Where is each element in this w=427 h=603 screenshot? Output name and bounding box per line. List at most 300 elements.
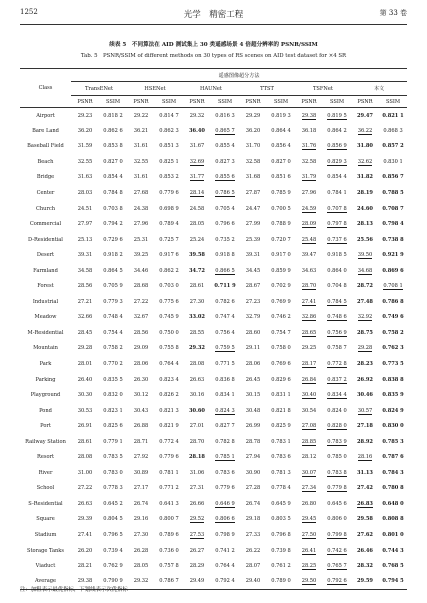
value-cell	[239, 481, 267, 497]
value-text: 0.744 3	[382, 547, 404, 554]
value-cell	[183, 294, 211, 310]
value-text: 29.32	[133, 578, 149, 585]
value-text: 0.856 4	[271, 143, 291, 150]
value-cell	[211, 418, 239, 434]
value-text: 0.779 6	[159, 190, 179, 196]
value-cell	[99, 481, 127, 497]
value-cell	[323, 496, 351, 512]
value-cell	[211, 403, 239, 419]
value-text: 34.58	[77, 267, 93, 274]
value-text: 0.835 9	[382, 392, 404, 399]
value-cell	[239, 418, 267, 434]
value-cell	[183, 108, 211, 124]
value-text: 0.857 2	[382, 143, 404, 150]
running-header	[20, 8, 407, 22]
value-cell	[379, 387, 407, 403]
value-cell	[71, 450, 99, 466]
value-text: 0.769 6	[271, 361, 291, 368]
value-text: 0.708 1	[383, 283, 403, 290]
value-text: 0.798 4	[382, 221, 404, 228]
value-text: 0.736 0	[159, 547, 179, 554]
value-text: 0.785 3	[382, 438, 404, 445]
value-cell	[99, 232, 127, 248]
value-text: 28.71	[133, 438, 149, 445]
value-text: 26.45	[245, 376, 261, 383]
table-row	[20, 247, 407, 263]
value-cell	[295, 574, 323, 590]
value-cell	[379, 247, 407, 263]
value-cell	[323, 403, 351, 419]
value-text: 32.86	[301, 314, 317, 321]
value-cell	[211, 154, 239, 170]
scene-class-cell: Average	[20, 574, 71, 590]
value-text: 28.08	[77, 454, 93, 461]
value-cell	[99, 496, 127, 512]
value-text: 36.22	[357, 127, 373, 134]
metric-header: SSIM	[211, 96, 239, 108]
value-cell	[295, 108, 323, 124]
value-text: 0.746 2	[271, 314, 291, 321]
value-cell	[351, 294, 379, 310]
value-text: 28.09	[301, 221, 317, 228]
value-text: 0.792 6	[327, 578, 347, 585]
value-text: 0.775 6	[159, 298, 179, 305]
value-text: 0.780 8	[382, 485, 404, 492]
value-cell	[267, 403, 295, 419]
value-cell	[351, 123, 379, 139]
value-text: 0.698 9	[159, 205, 179, 212]
value-text: 30.54	[301, 407, 317, 414]
value-cell	[239, 387, 267, 403]
scene-class-cell: D-Residential	[28, 236, 63, 243]
value-cell	[99, 372, 127, 388]
value-cell	[71, 481, 99, 497]
value-text: 0.761 2	[271, 563, 291, 570]
value-cell	[267, 247, 295, 263]
value-text: 27.30	[133, 532, 149, 539]
value-cell	[239, 558, 267, 574]
value-text: 0.819 5	[327, 112, 347, 119]
value-cell	[183, 123, 211, 139]
value-text: 24.60	[357, 205, 373, 212]
value-text: 0.806 6	[215, 516, 235, 523]
value-text: 0.765 7	[327, 563, 347, 570]
value-cell	[99, 263, 127, 279]
value-cell	[71, 527, 99, 543]
value-cell	[211, 279, 239, 295]
value-cell	[267, 496, 295, 512]
value-cell	[211, 201, 239, 217]
value-cell	[71, 170, 99, 186]
value-cell	[323, 216, 351, 232]
value-text: 0.806 0	[327, 516, 347, 523]
value-text: 29.38	[301, 112, 317, 119]
value-cell	[211, 558, 239, 574]
value-cell	[379, 450, 407, 466]
value-cell	[351, 201, 379, 217]
metric-header: SSIM	[323, 96, 351, 108]
value-text: 0.803 5	[271, 516, 291, 523]
value-text: 29.16	[133, 516, 149, 523]
value-text: 0.862 3	[159, 127, 179, 134]
value-text: 0.869 6	[382, 267, 404, 274]
value-text: 0.783 0	[103, 469, 123, 476]
table-row	[20, 558, 407, 574]
method-header: HAUNet	[183, 82, 239, 96]
value-cell	[351, 341, 379, 357]
value-text: 31.13	[357, 469, 373, 476]
table-row	[20, 465, 407, 481]
value-text: 0.918 8	[215, 252, 235, 259]
value-cell	[127, 418, 155, 434]
value-text: 26.30	[133, 376, 149, 383]
value-text: 26.46	[357, 547, 373, 554]
value-cell	[127, 232, 155, 248]
value-text: 31.06	[189, 469, 205, 476]
value-cell	[183, 247, 211, 263]
value-cell	[323, 263, 351, 279]
value-cell	[295, 185, 323, 201]
value-cell	[295, 123, 323, 139]
value-text: 29.11	[245, 345, 261, 352]
value-text: 0.824 9	[382, 407, 404, 414]
value-cell	[323, 434, 351, 450]
value-cell	[155, 170, 183, 186]
value-text: 0.821 9	[159, 423, 179, 430]
value-text: 29.38	[77, 578, 93, 585]
value-cell	[267, 512, 295, 528]
value-cell	[99, 387, 127, 403]
value-cell	[295, 325, 323, 341]
value-text: 39.47	[301, 252, 317, 259]
value-text: 26.74	[133, 500, 149, 507]
value-text: 0.804 5	[103, 516, 123, 523]
value-text: 28.06	[133, 361, 149, 368]
value-cell	[239, 279, 267, 295]
value-cell	[351, 247, 379, 263]
table-row	[20, 325, 407, 341]
table-row	[20, 434, 407, 450]
value-text: 0.739 4	[103, 547, 123, 554]
value-text: 0.783 8	[327, 469, 347, 476]
value-cell	[295, 527, 323, 543]
value-text: 0.917 0	[271, 252, 291, 259]
value-text: 0.756 4	[215, 329, 235, 336]
value-text: 0.771 5	[215, 361, 235, 368]
value-cell	[267, 372, 295, 388]
value-text: 0.859 9	[271, 267, 291, 274]
value-cell	[183, 574, 211, 590]
value-cell	[71, 434, 99, 450]
value-cell	[267, 139, 295, 155]
table-row	[20, 216, 407, 232]
value-cell	[183, 543, 211, 559]
value-text: 27.94	[245, 454, 261, 461]
value-cell	[323, 387, 351, 403]
value-cell	[211, 123, 239, 139]
value-cell	[183, 387, 211, 403]
value-cell	[99, 139, 127, 155]
scene-class-cell: Beach	[37, 158, 54, 165]
value-text: 0.783 6	[215, 469, 235, 476]
value-cell	[351, 325, 379, 341]
table-row	[20, 481, 407, 497]
scene-class-cell: Farmland	[33, 267, 58, 274]
value-cell	[295, 434, 323, 450]
value-text: 26.80	[301, 500, 317, 507]
value-text: 26.66	[189, 500, 205, 507]
value-cell	[155, 123, 183, 139]
value-text: 28.06	[245, 361, 261, 368]
value-cell	[239, 356, 267, 372]
table-row	[20, 356, 407, 372]
value-text: 27.22	[77, 485, 93, 492]
value-text: 0.779 8	[327, 485, 347, 492]
value-text: 0.704 8	[327, 283, 347, 290]
table-row	[20, 527, 407, 543]
value-cell	[267, 325, 295, 341]
value-cell	[211, 341, 239, 357]
value-cell	[127, 543, 155, 559]
value-text: 31.82	[357, 174, 373, 181]
value-cell	[99, 185, 127, 201]
value-text: 0.789 4	[159, 221, 179, 228]
value-text: 0.851 3	[159, 143, 179, 150]
value-text: 0.764 4	[159, 361, 179, 368]
value-cell	[211, 372, 239, 388]
value-text: 0.778 3	[103, 485, 123, 492]
value-text: 0.864 2	[327, 127, 347, 134]
scene-class-cell: River	[38, 469, 53, 476]
header-rule	[20, 24, 407, 25]
value-text: 30.57	[357, 407, 373, 414]
table-row	[20, 403, 407, 419]
value-cell	[99, 108, 127, 124]
value-cell	[323, 418, 351, 434]
value-cell	[323, 185, 351, 201]
value-cell	[295, 247, 323, 263]
value-cell	[127, 558, 155, 574]
value-text: 25.48	[301, 236, 317, 243]
value-cell	[183, 512, 211, 528]
value-text: 0.783 6	[271, 454, 291, 461]
metric-header: PSNR	[295, 96, 323, 108]
value-text: 29.32	[189, 112, 205, 119]
value-cell	[267, 170, 295, 186]
value-cell	[155, 434, 183, 450]
value-text: 0.790 9	[103, 578, 123, 585]
value-text: 0.855 4	[215, 143, 235, 150]
table-row	[20, 387, 407, 403]
value-text: 0.707 8	[327, 205, 347, 212]
method-header: TransENet	[71, 82, 127, 96]
table-row	[20, 154, 407, 170]
value-cell	[351, 154, 379, 170]
value-cell	[323, 139, 351, 155]
value-text: 0.784 1	[327, 190, 347, 196]
value-cell	[211, 263, 239, 279]
value-cell	[239, 325, 267, 341]
value-cell	[323, 154, 351, 170]
value-text: 0.771 2	[159, 485, 179, 492]
value-cell	[183, 434, 211, 450]
value-text: 0.853 2	[159, 174, 179, 181]
value-text: 0.865 7	[215, 127, 235, 134]
value-cell	[155, 294, 183, 310]
value-text: 28.78	[245, 438, 261, 445]
value-text: 0.705 9	[103, 283, 123, 290]
value-text: 0.796 5	[103, 532, 123, 539]
value-text: 28.75	[357, 329, 373, 336]
value-text: 0.737 6	[327, 236, 347, 243]
value-text: 0.762 3	[382, 345, 404, 352]
value-cell	[99, 247, 127, 263]
value-text: 0.827 7	[215, 423, 235, 430]
value-cell	[211, 574, 239, 590]
value-text: 24.38	[133, 205, 149, 212]
scene-class-cell: Resort	[36, 454, 54, 461]
value-cell	[323, 574, 351, 590]
value-text: 24.47	[245, 205, 261, 212]
value-text: 28.21	[77, 563, 93, 570]
value-cell	[99, 310, 127, 326]
value-text: 39.31	[77, 252, 93, 259]
value-text: 27.17	[133, 485, 149, 492]
value-cell	[239, 232, 267, 248]
value-cell	[351, 574, 379, 590]
value-text: 32.58	[301, 158, 317, 165]
value-cell	[267, 387, 295, 403]
value-cell	[211, 108, 239, 124]
value-text: 30.15	[245, 392, 261, 399]
value-text: 28.70	[301, 283, 317, 290]
value-text: 30.43	[133, 407, 149, 414]
value-text: 0.711 9	[214, 283, 236, 290]
value-cell	[267, 279, 295, 295]
scene-class-cell: Park	[39, 361, 52, 368]
value-cell	[267, 418, 295, 434]
value-cell	[71, 216, 99, 232]
value-cell	[127, 356, 155, 372]
value-text: 0.825 1	[159, 158, 179, 165]
value-text: 27.18	[357, 423, 373, 430]
value-cell	[379, 154, 407, 170]
scene-class-cell: Bare Land	[32, 127, 59, 134]
value-cell	[267, 558, 295, 574]
scene-class-cell: Port	[40, 423, 51, 430]
value-text: 30.40	[301, 392, 317, 399]
value-text: 0.787 6	[382, 454, 404, 461]
value-cell	[351, 434, 379, 450]
value-text: 31.76	[301, 143, 317, 150]
value-cell	[99, 123, 127, 139]
value-cell	[71, 139, 99, 155]
scene-class-cell: Pond	[39, 407, 52, 414]
value-text: 0.821 1	[382, 112, 404, 119]
value-cell	[127, 263, 155, 279]
value-cell	[239, 341, 267, 357]
value-cell	[239, 108, 267, 124]
value-cell	[295, 543, 323, 559]
value-text: 0.702 9	[271, 283, 291, 290]
value-text: 28.68	[133, 283, 149, 290]
value-cell	[239, 170, 267, 186]
value-cell	[155, 325, 183, 341]
value-text: 0.759 5	[215, 345, 235, 352]
value-cell	[127, 123, 155, 139]
value-text: 31.70	[245, 143, 261, 150]
table-row	[20, 496, 407, 512]
value-cell	[183, 170, 211, 186]
value-cell	[155, 403, 183, 419]
value-cell	[323, 170, 351, 186]
value-text: 26.92	[357, 376, 373, 383]
value-text: 0.918 2	[103, 252, 123, 259]
value-cell	[99, 403, 127, 419]
value-cell	[71, 185, 99, 201]
value-cell	[127, 434, 155, 450]
value-text: 0.784 3	[382, 469, 404, 476]
value-text: 0.808 8	[382, 516, 404, 523]
value-cell	[351, 450, 379, 466]
value-cell	[127, 294, 155, 310]
scene-class-cell: Parking	[35, 376, 56, 383]
value-text: 27.62	[357, 532, 373, 539]
value-text: 36.20	[77, 127, 93, 134]
value-text: 36.20	[245, 127, 261, 134]
value-cell	[183, 154, 211, 170]
value-cell	[155, 496, 183, 512]
value-cell	[211, 310, 239, 326]
value-text: 0.868 3	[383, 127, 403, 134]
value-text: 0.755 8	[159, 345, 179, 352]
value-cell	[71, 403, 99, 419]
value-text: 0.754 4	[103, 329, 123, 336]
value-cell	[99, 356, 127, 372]
value-cell	[351, 279, 379, 295]
value-text: 31.77	[189, 174, 205, 181]
value-text: 26.28	[133, 547, 149, 554]
value-cell	[211, 481, 239, 497]
table-row	[20, 170, 407, 186]
value-cell	[379, 310, 407, 326]
table-row	[20, 279, 407, 295]
value-cell	[71, 201, 99, 217]
value-text: 0.783 1	[271, 438, 291, 445]
value-text: 27.08	[301, 423, 317, 430]
value-text: 31.61	[133, 143, 149, 150]
value-text: 27.53	[189, 532, 205, 539]
value-text: 29.59	[357, 578, 373, 585]
value-text: 29.18	[245, 516, 261, 523]
value-text: 26.88	[133, 423, 149, 430]
value-text: 0.824 0	[327, 407, 347, 414]
value-text: 27.21	[77, 298, 93, 305]
scene-class-cell: Center	[36, 190, 55, 196]
value-text: 0.816 3	[215, 112, 235, 119]
value-text: 29.22	[133, 112, 149, 119]
value-cell	[323, 232, 351, 248]
value-text: 0.779 3	[103, 298, 123, 305]
value-text: 39.50	[357, 252, 373, 259]
value-cell	[351, 418, 379, 434]
value-text: 0.748 4	[103, 314, 123, 321]
value-cell	[71, 263, 99, 279]
value-text: 26.27	[189, 547, 205, 554]
value-text: 0.829 3	[327, 158, 347, 165]
value-cell	[155, 263, 183, 279]
value-cell	[267, 123, 295, 139]
